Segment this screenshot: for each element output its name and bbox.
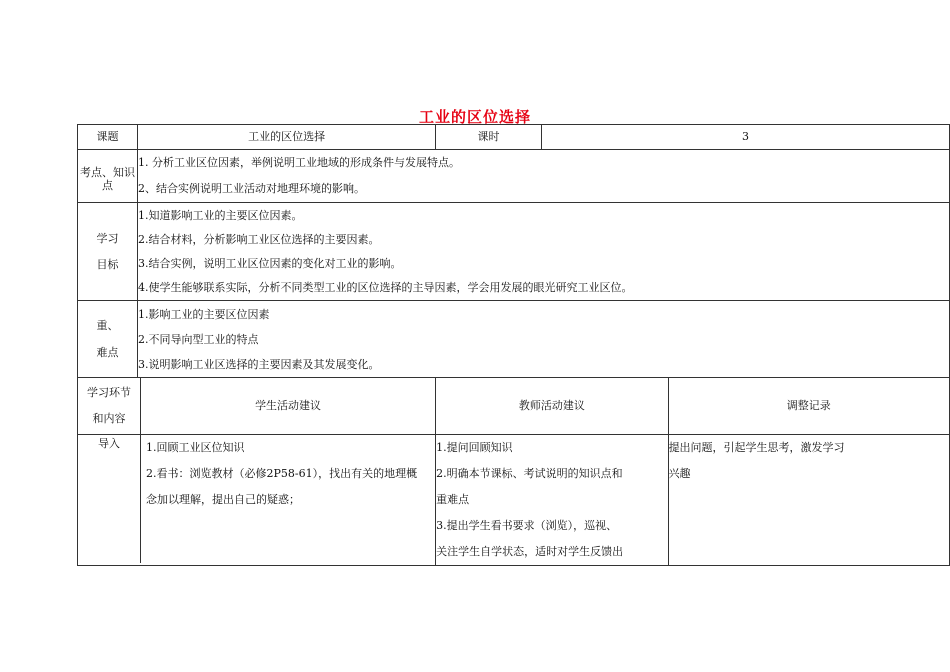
key-points-label bbox=[78, 301, 138, 378]
activity-header-cell bbox=[78, 378, 436, 435]
topic-row bbox=[78, 125, 950, 150]
key-points-content bbox=[138, 301, 950, 378]
knowledge-content bbox=[138, 150, 950, 203]
intro-label: 导入 bbox=[78, 435, 141, 563]
teacher-item: 2.明确本节课标、考试说明的知识点和 bbox=[436, 467, 623, 480]
key-points-row bbox=[78, 301, 950, 378]
goal-item: 1.知道影响工业的主要区位因素。 bbox=[138, 208, 303, 222]
intro-record-content bbox=[668, 435, 949, 566]
stage-label bbox=[78, 378, 141, 434]
activity-header-row bbox=[78, 378, 950, 435]
student-item: 1.回顾工业区位知识 bbox=[146, 441, 245, 454]
teacher-item: 3.提出学生看书要求（浏览），巡视、 bbox=[436, 519, 618, 532]
student-item: 2.看书：浏览教材（必修2P58-61），找出有关的地理概 bbox=[146, 467, 418, 480]
goal-item: 3.结合实例，说明工业区位因素的变化对工业的影响。 bbox=[138, 256, 402, 270]
goals-content bbox=[138, 203, 950, 301]
goals-row bbox=[78, 203, 950, 301]
key-points-label-line2: 难点 bbox=[96, 346, 119, 359]
goal-item: 2.结合材料，分析影响工业区位选择的主要因素。 bbox=[138, 232, 380, 246]
hours-value: 3 bbox=[541, 125, 949, 150]
topic-value: 工业的区位选择 bbox=[138, 125, 436, 150]
teacher-activity-header: 教师活动建议 bbox=[436, 378, 668, 435]
goal-item: 4.使学生能够联系实际，分析不同类型工业的区位选择的主导因素，学会用发展的眼光研究工业区位。 bbox=[138, 280, 633, 294]
record-header: 调整记录 bbox=[668, 378, 949, 435]
record-item: 兴趣 bbox=[668, 467, 691, 480]
key-point-item: 1.影响工业的主要区位因素 bbox=[138, 307, 270, 321]
goals-label-line1: 学习 bbox=[96, 232, 119, 246]
student-activity-header: 学生活动建议 bbox=[255, 399, 322, 413]
lesson-plan-table bbox=[77, 124, 950, 566]
teacher-item: 重难点 bbox=[436, 493, 470, 506]
student-item: 念加以理解，提出自己的疑惑； bbox=[146, 493, 300, 506]
goals-label bbox=[78, 203, 138, 301]
knowledge-item: 2、结合实例说明工业活动对地理环境的影响。 bbox=[138, 182, 366, 195]
intro-row bbox=[78, 435, 950, 566]
hours-label: 课时 bbox=[436, 125, 542, 150]
stage-label-line1: 学习环节 bbox=[87, 386, 131, 399]
key-points-label-line1: 重、 bbox=[96, 318, 119, 332]
document-title: 工业的区位选择 bbox=[418, 108, 531, 126]
record-item: 提出问题，引起学生思考，激发学习 bbox=[668, 441, 845, 454]
stage-label-line2: 和内容 bbox=[92, 412, 126, 425]
intro-left-cell bbox=[78, 435, 436, 566]
intro-teacher-content bbox=[436, 435, 668, 566]
intro-student-content bbox=[141, 435, 435, 563]
teacher-item: 关注学生自学状态，适时对学生反馈出 bbox=[436, 545, 624, 558]
knowledge-item: 1. 分析工业区位因素，举例说明工业地域的形成条件与发展特点。 bbox=[138, 156, 461, 169]
goals-label-line2: 目标 bbox=[96, 257, 119, 271]
knowledge-row bbox=[78, 150, 950, 203]
knowledge-label: 考点、知识点 bbox=[78, 150, 138, 203]
topic-label: 课题 bbox=[78, 125, 138, 150]
key-point-item: 3.说明影响工业区选择的主要因素及其发展变化。 bbox=[138, 357, 380, 371]
teacher-item: 1.提问回顾知识 bbox=[436, 441, 513, 454]
key-point-item: 2.不同导向型工业的特点 bbox=[138, 332, 259, 346]
